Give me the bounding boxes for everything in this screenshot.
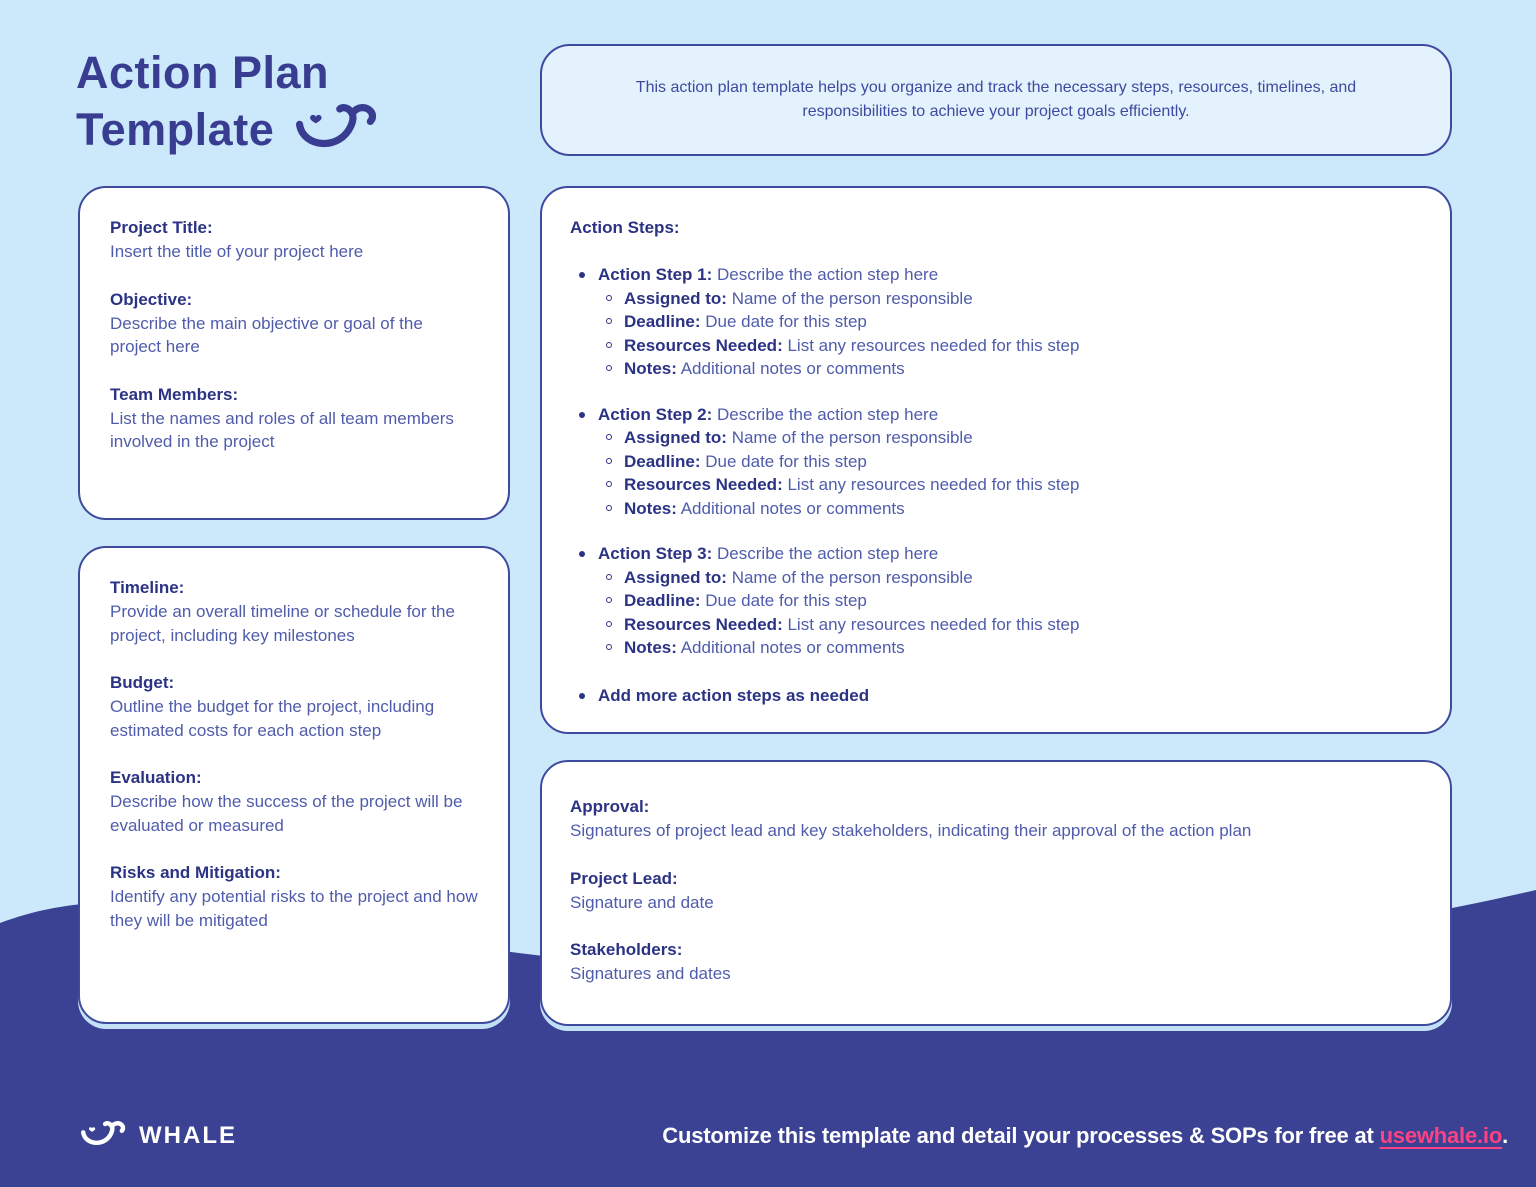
section-heading: Risks and Mitigation: xyxy=(110,863,281,882)
section-evaluation xyxy=(110,766,478,837)
approval-card xyxy=(540,760,1452,1026)
action-step-1 xyxy=(570,263,1422,381)
section-objective xyxy=(110,288,478,359)
detail-value: Name of the person responsible xyxy=(731,428,973,447)
section-heading: Project Lead: xyxy=(570,868,678,888)
add-more-steps-item xyxy=(570,684,1422,708)
section-project-lead xyxy=(570,867,1422,915)
intro-text: This action plan template helps you organize and track the necessary steps, resources, timelines, and responsibilities to achieve your project goals efficiently. xyxy=(635,79,1357,120)
bullet-icon xyxy=(579,551,585,557)
section-heading: Team Members: xyxy=(110,384,239,404)
section-body: Signatures of project lead and key stakeholders, indicating their approval of the action plan xyxy=(570,821,1252,840)
circle-bullet-icon xyxy=(606,644,612,650)
detail-value: List any resources needed for this step xyxy=(787,614,1080,634)
whale-smile-icon xyxy=(290,104,378,158)
footer-message-suffix: . xyxy=(1502,1123,1508,1148)
circle-bullet-icon xyxy=(606,597,612,603)
section-body: Identify any potential risks to the project and how they will be mitigated xyxy=(110,887,478,930)
circle-bullet-icon xyxy=(606,505,612,511)
section-body: Provide an overall timeline or schedule for the project, including key milestones xyxy=(110,602,455,645)
detail-label: Assigned to: xyxy=(624,567,727,587)
section-project-title xyxy=(110,216,478,264)
detail-value: Due date for this step xyxy=(705,591,867,610)
list-item xyxy=(570,334,1422,358)
detail-value: Additional notes or comments xyxy=(680,638,905,657)
detail-value: Additional notes or comments xyxy=(680,498,905,518)
circle-bullet-icon xyxy=(606,574,612,580)
circle-bullet-icon xyxy=(606,434,612,440)
whale-smile-icon xyxy=(78,1121,126,1151)
footer xyxy=(78,1112,1508,1160)
action-step-3 xyxy=(570,542,1422,660)
brand-name: WHALE xyxy=(139,1122,237,1149)
list-item xyxy=(570,357,1422,381)
planning-card xyxy=(78,546,510,1024)
list-item xyxy=(570,403,1422,427)
detail-label: Resources Needed: xyxy=(624,335,783,355)
list-item xyxy=(570,566,1422,590)
list-item xyxy=(570,613,1422,637)
action-steps-heading: Action Steps: xyxy=(570,218,680,237)
step-desc: Describe the action step here xyxy=(717,544,939,563)
page-title xyxy=(76,44,378,158)
step-label: Action Step 2: xyxy=(598,404,713,424)
circle-bullet-icon xyxy=(606,318,612,324)
section-heading: Project Title: xyxy=(110,218,213,237)
step-label: Action Step 3: xyxy=(598,544,713,563)
section-body: Describe the main objective or goal of the project here xyxy=(110,313,423,356)
section-body: Signatures and dates xyxy=(570,964,731,983)
detail-value: List any resources needed for this step xyxy=(787,335,1080,355)
section-stakeholders xyxy=(570,938,1422,986)
action-step-2 xyxy=(570,403,1422,521)
list-item xyxy=(570,310,1422,334)
list-item xyxy=(570,473,1422,497)
detail-label: Deadline: xyxy=(624,451,701,471)
list-item xyxy=(570,450,1422,474)
footer-message-prefix: Customize this template and detail your processes & SOPs for free at xyxy=(662,1123,1380,1148)
step-desc: Describe the action step here xyxy=(717,404,939,424)
detail-label: Resources Needed: xyxy=(624,475,783,494)
section-timeline xyxy=(110,576,478,647)
detail-label: Notes: xyxy=(624,359,677,378)
circle-bullet-icon xyxy=(606,481,612,487)
section-heading: Evaluation: xyxy=(110,768,202,787)
page-title-line1: Action Plan xyxy=(76,47,330,98)
detail-value: List any resources needed for this step xyxy=(787,475,1080,494)
usewhale-link[interactable]: usewhale.io xyxy=(1379,1123,1503,1148)
section-heading: Budget: xyxy=(110,673,175,692)
section-heading: Stakeholders: xyxy=(570,940,683,959)
circle-bullet-icon xyxy=(606,342,612,348)
section-heading: Approval: xyxy=(570,797,650,816)
brand-logo xyxy=(78,1121,237,1151)
detail-label: Notes: xyxy=(624,498,677,518)
circle-bullet-icon xyxy=(606,295,612,301)
detail-value: Due date for this step xyxy=(705,312,867,331)
section-approval xyxy=(570,795,1422,843)
detail-value: Additional notes or comments xyxy=(680,359,905,378)
detail-label: Assigned to: xyxy=(624,428,727,447)
section-body: List the names and roles of all team members involved in the project xyxy=(110,408,454,451)
step-label: Action Step 1: xyxy=(598,265,713,284)
detail-value: Name of the person responsible xyxy=(731,567,973,587)
list-item xyxy=(570,287,1422,311)
bullet-icon xyxy=(579,412,585,418)
detail-value: Name of the person responsible xyxy=(731,288,973,308)
circle-bullet-icon xyxy=(606,458,612,464)
detail-label: Notes: xyxy=(624,638,677,657)
detail-label: Deadline: xyxy=(624,312,701,331)
list-item xyxy=(570,589,1422,613)
section-heading: Objective: xyxy=(110,289,193,309)
bullet-icon xyxy=(579,693,585,699)
detail-label: Resources Needed: xyxy=(624,614,783,634)
list-item xyxy=(570,542,1422,566)
project-info-card xyxy=(78,186,510,520)
page-title-line2: Template xyxy=(76,104,275,155)
section-body: Outline the budget for the project, including estimated costs for each action step xyxy=(110,697,435,740)
section-heading: Timeline: xyxy=(110,578,185,597)
list-item xyxy=(570,263,1422,287)
section-body: Signature and date xyxy=(570,892,714,912)
detail-value: Due date for this step xyxy=(705,451,867,471)
list-item xyxy=(570,636,1422,660)
step-desc: Describe the action step here xyxy=(717,265,939,284)
section-budget xyxy=(110,671,478,742)
list-item xyxy=(570,497,1422,521)
circle-bullet-icon xyxy=(606,365,612,371)
circle-bullet-icon xyxy=(606,621,612,627)
section-team-members xyxy=(110,383,478,454)
list-item xyxy=(570,426,1422,450)
section-risks-mitigation xyxy=(110,861,478,932)
section-body: Insert the title of your project here xyxy=(110,242,364,261)
action-steps-card xyxy=(540,186,1452,734)
bullet-icon xyxy=(579,272,585,278)
section-body: Describe how the success of the project will be evaluated or measured xyxy=(110,792,463,835)
add-more-steps-label: Add more action steps as needed xyxy=(598,685,870,705)
detail-label: Assigned to: xyxy=(624,288,727,308)
intro-box xyxy=(540,44,1452,156)
detail-label: Deadline: xyxy=(624,591,701,610)
footer-message xyxy=(662,1123,1508,1149)
